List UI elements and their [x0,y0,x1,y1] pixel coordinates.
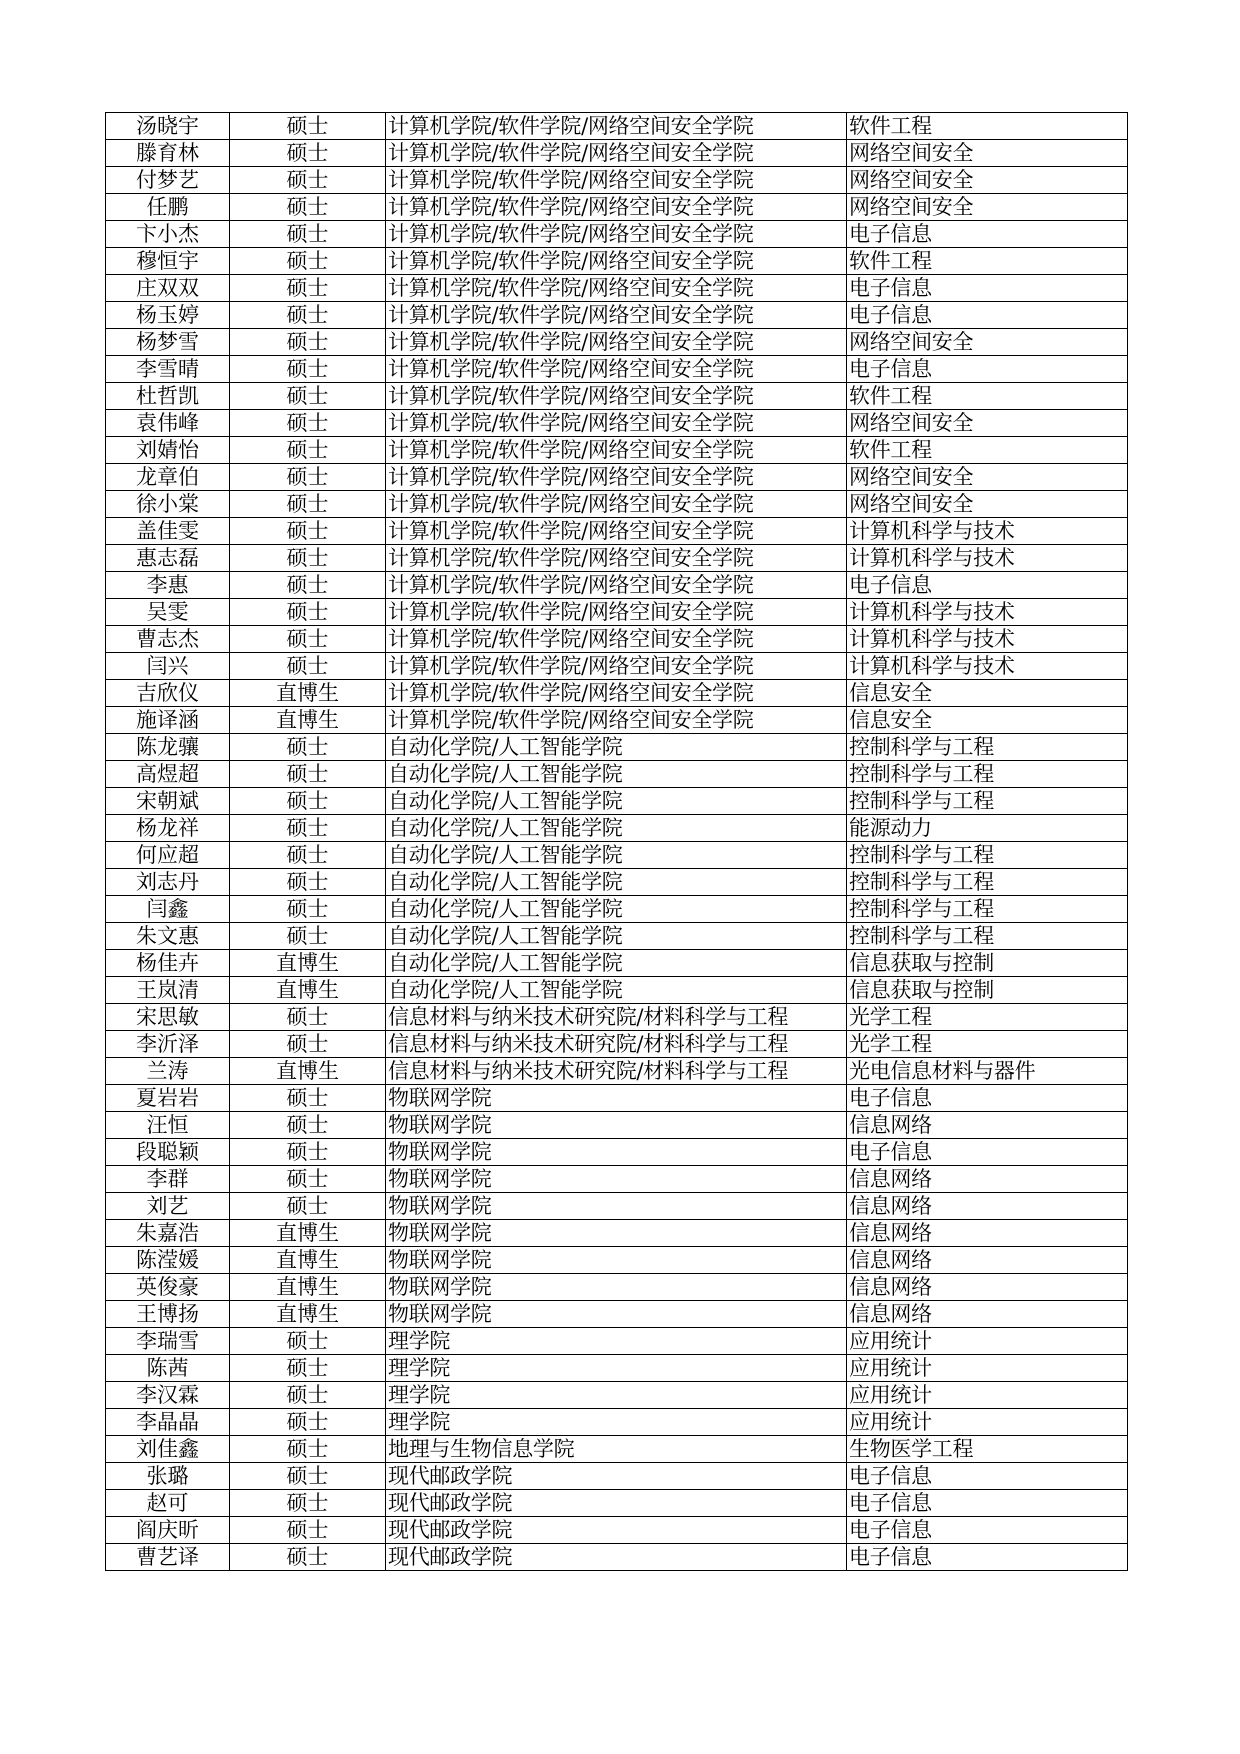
college-cell: 理学院 [386,1328,847,1355]
table-row [106,1436,1128,1463]
table-row [106,896,1128,923]
college-cell: 计算机学院/软件学院/网络空间安全学院 [386,275,847,302]
table-row [106,1139,1128,1166]
table-row [106,1193,1128,1220]
college-cell: 物联网学院 [386,1112,847,1139]
major-cell: 信息安全 [847,707,1128,734]
name-cell: 盖佳雯 [106,518,230,545]
degree-cell: 直博生 [230,950,386,977]
table-row [106,1112,1128,1139]
college-cell: 自动化学院/人工智能学院 [386,977,847,1004]
name-cell: 杨梦雪 [106,329,230,356]
major-cell: 控制科学与工程 [847,761,1128,788]
name-cell: 朱文惠 [106,923,230,950]
college-cell: 物联网学院 [386,1247,847,1274]
name-cell: 施译涵 [106,707,230,734]
name-cell: 李晶晶 [106,1409,230,1436]
name-cell: 高煜超 [106,761,230,788]
major-cell: 电子信息 [847,1139,1128,1166]
degree-cell: 硕士 [230,167,386,194]
table-row [106,815,1128,842]
degree-cell: 硕士 [230,1544,386,1571]
major-cell: 电子信息 [847,1085,1128,1112]
degree-cell: 硕士 [230,302,386,329]
major-cell: 电子信息 [847,1463,1128,1490]
table-row [106,383,1128,410]
table-row [106,680,1128,707]
degree-cell: 硕士 [230,626,386,653]
table-row [106,626,1128,653]
table-row [106,113,1128,140]
degree-cell: 直博生 [230,977,386,1004]
table-row [106,1220,1128,1247]
major-cell: 控制科学与工程 [847,869,1128,896]
college-cell: 计算机学院/软件学院/网络空间安全学院 [386,437,847,464]
degree-cell: 硕士 [230,140,386,167]
major-cell: 光学工程 [847,1004,1128,1031]
degree-cell: 直博生 [230,1058,386,1085]
name-cell: 穆恒宇 [106,248,230,275]
degree-cell: 硕士 [230,1355,386,1382]
degree-cell: 硕士 [230,491,386,518]
degree-cell: 硕士 [230,437,386,464]
name-cell: 李汉霖 [106,1382,230,1409]
name-cell: 杜哲凯 [106,383,230,410]
college-cell: 计算机学院/软件学院/网络空间安全学院 [386,167,847,194]
college-cell: 计算机学院/软件学院/网络空间安全学院 [386,464,847,491]
name-cell: 李惠 [106,572,230,599]
name-cell: 段聪颖 [106,1139,230,1166]
degree-cell: 直博生 [230,1247,386,1274]
college-cell: 计算机学院/软件学院/网络空间安全学院 [386,491,847,518]
major-cell: 应用统计 [847,1355,1128,1382]
name-cell: 汪恒 [106,1112,230,1139]
degree-cell: 直博生 [230,680,386,707]
major-cell: 控制科学与工程 [847,788,1128,815]
table-row [106,599,1128,626]
degree-cell: 硕士 [230,869,386,896]
major-cell: 电子信息 [847,302,1128,329]
name-cell: 宋思敏 [106,1004,230,1031]
major-cell: 应用统计 [847,1328,1128,1355]
college-cell: 自动化学院/人工智能学院 [386,734,847,761]
major-cell: 网络空间安全 [847,491,1128,518]
major-cell: 信息获取与控制 [847,977,1128,1004]
major-cell: 信息安全 [847,680,1128,707]
college-cell: 计算机学院/软件学院/网络空间安全学院 [386,653,847,680]
major-cell: 网络空间安全 [847,410,1128,437]
college-cell: 地理与生物信息学院 [386,1436,847,1463]
table-row [106,491,1128,518]
name-cell: 宋朝斌 [106,788,230,815]
degree-cell: 硕士 [230,248,386,275]
college-cell: 计算机学院/软件学院/网络空间安全学院 [386,518,847,545]
degree-cell: 硕士 [230,275,386,302]
name-cell: 兰涛 [106,1058,230,1085]
degree-cell: 直博生 [230,1274,386,1301]
degree-cell: 硕士 [230,1031,386,1058]
name-cell: 刘婧怡 [106,437,230,464]
name-cell: 曹艺译 [106,1544,230,1571]
college-cell: 计算机学院/软件学院/网络空间安全学院 [386,113,847,140]
name-cell: 王岚清 [106,977,230,1004]
table-row [106,275,1128,302]
table-row [106,761,1128,788]
table-row [106,572,1128,599]
major-cell: 网络空间安全 [847,464,1128,491]
table-row [106,437,1128,464]
college-cell: 计算机学院/软件学院/网络空间安全学院 [386,383,847,410]
name-cell: 何应超 [106,842,230,869]
name-cell: 滕育林 [106,140,230,167]
major-cell: 软件工程 [847,113,1128,140]
name-cell: 付梦艺 [106,167,230,194]
major-cell: 信息网络 [847,1247,1128,1274]
major-cell: 计算机科学与技术 [847,545,1128,572]
table-row [106,1301,1128,1328]
degree-cell: 硕士 [230,1193,386,1220]
degree-cell: 硕士 [230,842,386,869]
table-row [106,545,1128,572]
college-cell: 物联网学院 [386,1301,847,1328]
name-cell: 闫兴 [106,653,230,680]
college-cell: 计算机学院/软件学院/网络空间安全学院 [386,356,847,383]
degree-cell: 硕士 [230,545,386,572]
name-cell: 龙章伯 [106,464,230,491]
major-cell: 生物医学工程 [847,1436,1128,1463]
college-cell: 信息材料与纳米技术研究院/材料科学与工程 [386,1004,847,1031]
degree-cell: 硕士 [230,1328,386,1355]
major-cell: 软件工程 [847,437,1128,464]
table-row [106,707,1128,734]
major-cell: 网络空间安全 [847,140,1128,167]
major-cell: 能源动力 [847,815,1128,842]
college-cell: 自动化学院/人工智能学院 [386,950,847,977]
name-cell: 杨玉婷 [106,302,230,329]
major-cell: 信息网络 [847,1301,1128,1328]
name-cell: 闫鑫 [106,896,230,923]
name-cell: 杨龙祥 [106,815,230,842]
degree-cell: 硕士 [230,221,386,248]
name-cell: 曹志杰 [106,626,230,653]
college-cell: 自动化学院/人工智能学院 [386,923,847,950]
major-cell: 控制科学与工程 [847,734,1128,761]
table-row [106,869,1128,896]
major-cell: 控制科学与工程 [847,842,1128,869]
table-row [106,1544,1128,1571]
name-cell: 徐小棠 [106,491,230,518]
degree-cell: 硕士 [230,1166,386,1193]
table-row [106,248,1128,275]
major-cell: 信息网络 [847,1166,1128,1193]
table-row [106,140,1128,167]
table-row [106,518,1128,545]
table-row [106,788,1128,815]
table-row [106,842,1128,869]
college-cell: 物联网学院 [386,1139,847,1166]
major-cell: 软件工程 [847,248,1128,275]
name-cell: 陈滢媛 [106,1247,230,1274]
major-cell: 软件工程 [847,383,1128,410]
name-cell: 杨佳卉 [106,950,230,977]
college-cell: 物联网学院 [386,1274,847,1301]
degree-cell: 硕士 [230,1004,386,1031]
table-row [106,302,1128,329]
major-cell: 网络空间安全 [847,329,1128,356]
major-cell: 电子信息 [847,221,1128,248]
table-row [106,1463,1128,1490]
college-cell: 物联网学院 [386,1193,847,1220]
degree-cell: 硕士 [230,653,386,680]
degree-cell: 直博生 [230,1220,386,1247]
degree-cell: 硕士 [230,815,386,842]
college-cell: 计算机学院/软件学院/网络空间安全学院 [386,221,847,248]
college-cell: 现代邮政学院 [386,1517,847,1544]
table-row [106,977,1128,1004]
college-cell: 计算机学院/软件学院/网络空间安全学院 [386,545,847,572]
table-row [106,464,1128,491]
college-cell: 计算机学院/软件学院/网络空间安全学院 [386,410,847,437]
name-cell: 刘艺 [106,1193,230,1220]
major-cell: 控制科学与工程 [847,896,1128,923]
college-cell: 计算机学院/软件学院/网络空间安全学院 [386,599,847,626]
table-row [106,1031,1128,1058]
major-cell: 计算机科学与技术 [847,653,1128,680]
major-cell: 信息网络 [847,1193,1128,1220]
college-cell: 计算机学院/软件学院/网络空间安全学院 [386,302,847,329]
table-row [106,1382,1128,1409]
table-row [106,1409,1128,1436]
major-cell: 电子信息 [847,1517,1128,1544]
college-cell: 信息材料与纳米技术研究院/材料科学与工程 [386,1058,847,1085]
major-cell: 电子信息 [847,572,1128,599]
college-cell: 计算机学院/软件学院/网络空间安全学院 [386,194,847,221]
table-row [106,1328,1128,1355]
table-body [106,113,1128,1571]
degree-cell: 硕士 [230,464,386,491]
table-row [106,167,1128,194]
table-row [106,1274,1128,1301]
table-row [106,356,1128,383]
degree-cell: 硕士 [230,383,386,410]
name-cell: 卞小杰 [106,221,230,248]
degree-cell: 硕士 [230,1409,386,1436]
degree-cell: 硕士 [230,1085,386,1112]
degree-cell: 硕士 [230,1490,386,1517]
name-cell: 任鹏 [106,194,230,221]
degree-cell: 硕士 [230,896,386,923]
major-cell: 电子信息 [847,356,1128,383]
table-row [106,1247,1128,1274]
major-cell: 电子信息 [847,1544,1128,1571]
table-row [106,1517,1128,1544]
degree-cell: 硕士 [230,923,386,950]
degree-cell: 硕士 [230,1382,386,1409]
name-cell: 赵可 [106,1490,230,1517]
table-row [106,734,1128,761]
degree-cell: 硕士 [230,1112,386,1139]
college-cell: 计算机学院/软件学院/网络空间安全学院 [386,248,847,275]
major-cell: 电子信息 [847,1490,1128,1517]
major-cell: 网络空间安全 [847,167,1128,194]
name-cell: 陈龙骧 [106,734,230,761]
name-cell: 李雪晴 [106,356,230,383]
name-cell: 王博扬 [106,1301,230,1328]
major-cell: 网络空间安全 [847,194,1128,221]
name-cell: 刘志丹 [106,869,230,896]
degree-cell: 硕士 [230,356,386,383]
college-cell: 自动化学院/人工智能学院 [386,815,847,842]
major-cell: 光电信息材料与器件 [847,1058,1128,1085]
college-cell: 自动化学院/人工智能学院 [386,788,847,815]
name-cell: 朱嘉浩 [106,1220,230,1247]
name-cell: 袁伟峰 [106,410,230,437]
name-cell: 英俊豪 [106,1274,230,1301]
degree-cell: 硕士 [230,1463,386,1490]
degree-cell: 硕士 [230,734,386,761]
major-cell: 计算机科学与技术 [847,518,1128,545]
table-row [106,653,1128,680]
major-cell: 应用统计 [847,1382,1128,1409]
degree-cell: 硕士 [230,599,386,626]
major-cell: 计算机科学与技术 [847,599,1128,626]
name-cell: 阎庆昕 [106,1517,230,1544]
degree-cell: 硕士 [230,1139,386,1166]
table-row [106,1355,1128,1382]
table-row [106,1058,1128,1085]
degree-cell: 直博生 [230,707,386,734]
table-row [106,1490,1128,1517]
college-cell: 现代邮政学院 [386,1463,847,1490]
college-cell: 计算机学院/软件学院/网络空间安全学院 [386,707,847,734]
major-cell: 应用统计 [847,1409,1128,1436]
table-row [106,1085,1128,1112]
college-cell: 物联网学院 [386,1166,847,1193]
name-cell: 张璐 [106,1463,230,1490]
table-row [106,1004,1128,1031]
college-cell: 计算机学院/软件学院/网络空间安全学院 [386,140,847,167]
college-cell: 现代邮政学院 [386,1544,847,1571]
name-cell: 陈茜 [106,1355,230,1382]
major-cell: 信息网络 [847,1112,1128,1139]
degree-cell: 硕士 [230,761,386,788]
college-cell: 理学院 [386,1355,847,1382]
table-row [106,221,1128,248]
name-cell: 夏岩岩 [106,1085,230,1112]
table-row [106,194,1128,221]
college-cell: 现代邮政学院 [386,1490,847,1517]
college-cell: 自动化学院/人工智能学院 [386,869,847,896]
major-cell: 光学工程 [847,1031,1128,1058]
college-cell: 物联网学院 [386,1085,847,1112]
college-cell: 自动化学院/人工智能学院 [386,761,847,788]
major-cell: 信息网络 [847,1220,1128,1247]
college-cell: 计算机学院/软件学院/网络空间安全学院 [386,329,847,356]
name-cell: 吴雯 [106,599,230,626]
degree-cell: 硕士 [230,113,386,140]
degree-cell: 硕士 [230,788,386,815]
name-cell: 惠志磊 [106,545,230,572]
table-row [106,329,1128,356]
college-cell: 计算机学院/软件学院/网络空间安全学院 [386,680,847,707]
college-cell: 自动化学院/人工智能学院 [386,896,847,923]
college-cell: 物联网学院 [386,1220,847,1247]
name-cell: 汤晓宇 [106,113,230,140]
college-cell: 信息材料与纳米技术研究院/材料科学与工程 [386,1031,847,1058]
name-cell: 吉欣仪 [106,680,230,707]
table-row [106,1166,1128,1193]
name-cell: 李沂泽 [106,1031,230,1058]
degree-cell: 硕士 [230,410,386,437]
college-cell: 理学院 [386,1409,847,1436]
degree-cell: 直博生 [230,1301,386,1328]
degree-cell: 硕士 [230,1517,386,1544]
major-cell: 计算机科学与技术 [847,626,1128,653]
degree-cell: 硕士 [230,329,386,356]
major-cell: 信息获取与控制 [847,950,1128,977]
degree-cell: 硕士 [230,1436,386,1463]
table-row [106,923,1128,950]
name-cell: 庄双双 [106,275,230,302]
college-cell: 理学院 [386,1382,847,1409]
major-cell: 电子信息 [847,275,1128,302]
table-row [106,410,1128,437]
major-cell: 控制科学与工程 [847,923,1128,950]
degree-cell: 硕士 [230,194,386,221]
name-cell: 李群 [106,1166,230,1193]
name-cell: 李瑞雪 [106,1328,230,1355]
college-cell: 计算机学院/软件学院/网络空间安全学院 [386,572,847,599]
name-cell: 刘佳鑫 [106,1436,230,1463]
table-row [106,950,1128,977]
degree-cell: 硕士 [230,572,386,599]
college-cell: 计算机学院/软件学院/网络空间安全学院 [386,626,847,653]
college-cell: 自动化学院/人工智能学院 [386,842,847,869]
student-list-table [105,112,1128,1571]
degree-cell: 硕士 [230,518,386,545]
major-cell: 信息网络 [847,1274,1128,1301]
